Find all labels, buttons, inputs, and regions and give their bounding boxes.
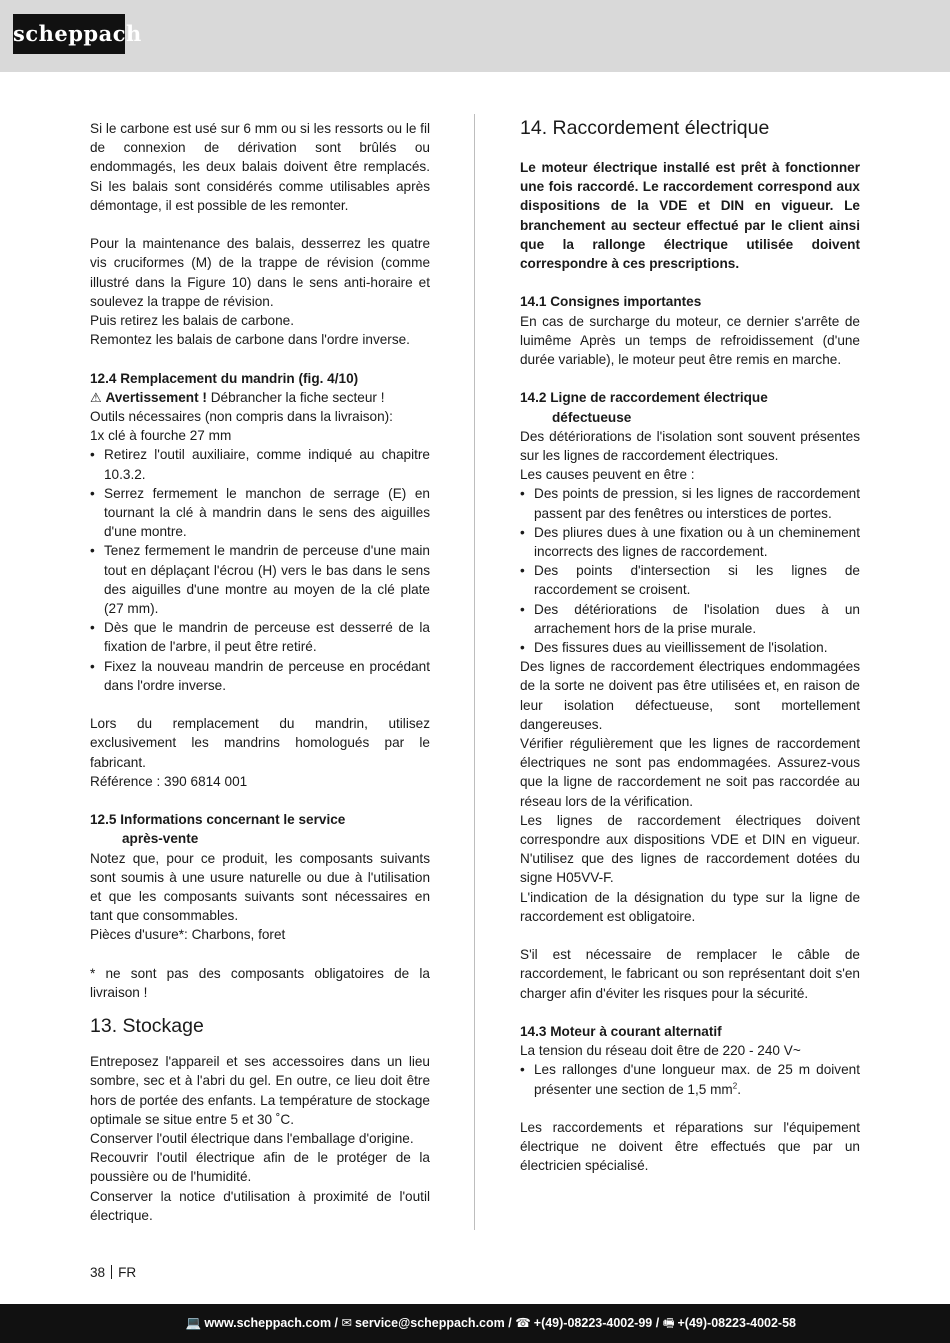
section-heading-12-5: 12.5 Informations concernant le service [90, 812, 346, 828]
list-item: • Dès que le mandrin de perceuse est desserré de la fixation de l'arbre, il peut être retiré. [90, 618, 430, 656]
paragraph: Des détériorations de l'isolation sont souvent présentes sur les lignes de raccordement électriques. [520, 428, 860, 464]
superscript: 2 [732, 1081, 738, 1091]
paragraph: Conserver l'outil électrique dans l'emballage d'origine. [90, 1131, 414, 1147]
bullet-list [520, 484, 860, 657]
section-heading-12-5-cont: après-vente [122, 831, 199, 847]
section-heading-14-1: 14.1 Consignes importantes [520, 294, 702, 310]
paragraph: Pour la maintenance des balais, desserrez les quatre vis cruciformes (M) de la trappe de révision (comme illustré dans la Figure 10) dans le sens anti-horaire et soulevez la trappe de révision. [90, 236, 430, 309]
list-item: • Tenez fermement le mandrin de perceuse d'une main tout en déplaçant l'écrou (H) vers le bas dans le sens des aiguilles d'une montre au moyen de la clé plate (27 mm). [90, 541, 430, 618]
brand-logo: scheppach [13, 14, 125, 54]
footer-contact [186, 1304, 796, 1343]
paragraph: Notez que, pour ce produit, les composants suivants sont soumis à une usure naturelle ou due à l'utilisation et que les composants suivants sont nécessaires en tant que consommables. [90, 850, 430, 924]
page-number-value: 38 [90, 1265, 106, 1280]
list-item [520, 1060, 860, 1098]
list-item: • Retirez l'outil auxiliaire, comme indiqué au chapitre 10.3.2. [90, 445, 430, 483]
paragraph: La tension du réseau doit être de 220 - 240 V~ [520, 1043, 801, 1059]
section-heading-13: 13. Stockage [90, 1015, 204, 1038]
paragraph: * ne sont pas des composants obligatoires de la livraison ! [90, 965, 430, 1001]
paragraph: En cas de surcharge du moteur, ce dernier s'arrête de luimême Après un temps de refroidissement (d'une durée variable), le moteur peut être remis en marche. [520, 313, 860, 368]
paragraph: Outils nécessaires (non compris dans la livraison): [90, 409, 393, 425]
list-item-text: Les rallonges d'une longueur max. de 25 m doivent présenter une section de 1,5 mm [534, 1062, 860, 1097]
warning-text: Débrancher la fiche secteur ! [206, 389, 385, 405]
page-header [0, 0, 950, 72]
paragraph: Remontez les balais de carbone dans l'ordre inverse. [90, 332, 410, 348]
page-language: FR [118, 1265, 137, 1280]
paragraph: L'indication de la désignation du type sur la ligne de raccordement est obligatoire. [520, 889, 860, 924]
section-heading-12-4: 12.4 Remplacement du mandrin (fig. 4/10) [90, 370, 359, 386]
page-separator [111, 1265, 112, 1279]
left-column [90, 119, 430, 1225]
warning-icon: ⚠ [90, 389, 102, 405]
section-heading-14-3: 14.3 Moteur à courant alternatif [520, 1024, 722, 1040]
paragraph: 1x clé à fourche 27 mm [90, 428, 232, 444]
paragraph: Lors du remplacement du mandrin, utilisez exclusivement les mandrins homologués par le fabricant. [90, 716, 430, 770]
phone-icon: ☎ [515, 1316, 531, 1330]
fax-icon: 🖷 [662, 1316, 675, 1330]
list-item: • Des détériorations de l'isolation dues à un arrachement hors de la prise murale. [520, 600, 860, 638]
footer-email[interactable]: service@scheppach.com / [354, 1316, 512, 1330]
bullet-list [90, 445, 430, 695]
warning-label: Avertissement ! [105, 389, 207, 405]
paragraph: Si le carbone est usé sur 6 mm ou si les ressorts ou le fil de connexion de dérivation sont brûlés ou endommagés, les deux balais doivent être remplacés. Si les balais sont considérés comme utilisables après démontage, il est possible de les remonter. [90, 121, 430, 213]
paragraph: Vérifier régulièrement que les lignes de raccordement électriques ne sont pas endommagées. Assurez-vous que la ligne de raccordement ne soit pas raccordée au réseau lors de la vérification. [520, 736, 860, 809]
list-item: • Fixez la nouveau mandrin de perceuse en procédant dans l'ordre inverse. [90, 657, 430, 695]
paragraph: Entreposez l'appareil et ses accessoires dans un lieu sombre, sec et à l'abri du gel. En outre, ce lieu doit être hors de portée des enfants. La température de stockage optimale se situe entre 5 et 30 ˚C. [90, 1054, 430, 1127]
paragraph: Puis retirez les balais de carbone. [90, 313, 295, 329]
list-item-end: . [737, 1081, 741, 1097]
bullet-list [520, 1060, 860, 1098]
mail-icon: ✉ [341, 1316, 352, 1330]
paragraph: Conserver la notice d'utilisation à proximité de l'outil électrique. [90, 1188, 430, 1223]
right-column [520, 116, 860, 1176]
column-divider [474, 114, 475, 1230]
list-item: • Des pliures dues à une fixation ou à un cheminement incorrects des lignes de raccordement. [520, 523, 860, 561]
list-item: • Des fissures dues au vieillissement de l'isolation. [520, 638, 860, 657]
paragraph: Des lignes de raccordement électriques endommagées de la sorte ne doivent pas être utilisées et, en raison de leur isolation défectueuse, sont mortellement dangereuses. [520, 659, 860, 732]
section-heading-14-2: 14.2 Ligne de raccordement électrique [520, 390, 768, 406]
paragraph: Les lignes de raccordement électriques doivent correspondre aux dispositions VDE et DIN en vigueur. N'utilisez que des lignes de raccordement dotées du signe H05VV-F. [520, 812, 860, 886]
list-item: • Des points d'intersection si les lignes de raccordement se croisent. [520, 561, 860, 599]
computer-icon: 💻 [185, 1316, 202, 1330]
footer-fax: +(49)-08223-4002-58 [677, 1316, 796, 1330]
paragraph: Référence : 390 6814 001 [90, 773, 248, 789]
intro-paragraph: Le moteur électrique installé est prêt à fonctionner une fois raccordé. Le raccordement correspond aux dispositions de la VDE et DIN en vigueur. Le branchement au secteur effectué par le client ainsi que la rallonge électrique utilisée doivent correspondre à ces prescriptions. [520, 160, 860, 272]
paragraph: Les causes peuvent en être : [520, 467, 695, 483]
paragraph: Recouvrir l'outil électrique afin de le protéger de la poussière ou de l'humidité. [90, 1150, 430, 1185]
list-item: • Des points de pression, si les lignes de raccordement passent par des fenêtres ou interstices de portes. [520, 484, 860, 522]
paragraph: Les raccordements et réparations sur l'équipement électrique ne doivent être effectués que par un électricien spécialisé. [520, 1120, 860, 1174]
paragraph: S'il est nécessaire de remplacer le câble de raccordement, le fabricant ou son représentant doit s'en charger afin d'éviter les risques pour la sécurité. [520, 947, 860, 1001]
list-item: • Serrez fermement le manchon de serrage (E) en tournant la clé à mandrin dans le sens des aiguilles d'une montre. [90, 484, 430, 542]
footer-website[interactable]: www.scheppach.com / [204, 1316, 339, 1330]
page-footer [0, 1304, 950, 1343]
section-heading-14: 14. Raccordement électrique [520, 117, 770, 139]
section-heading-14-2-cont: défectueuse [552, 409, 632, 425]
warning-line [90, 388, 430, 407]
page-number [90, 1265, 136, 1280]
footer-phone: +(49)-08223-4002-99 / [533, 1316, 660, 1330]
paragraph: Pièces d'usure*: Charbons, foret [90, 927, 286, 943]
